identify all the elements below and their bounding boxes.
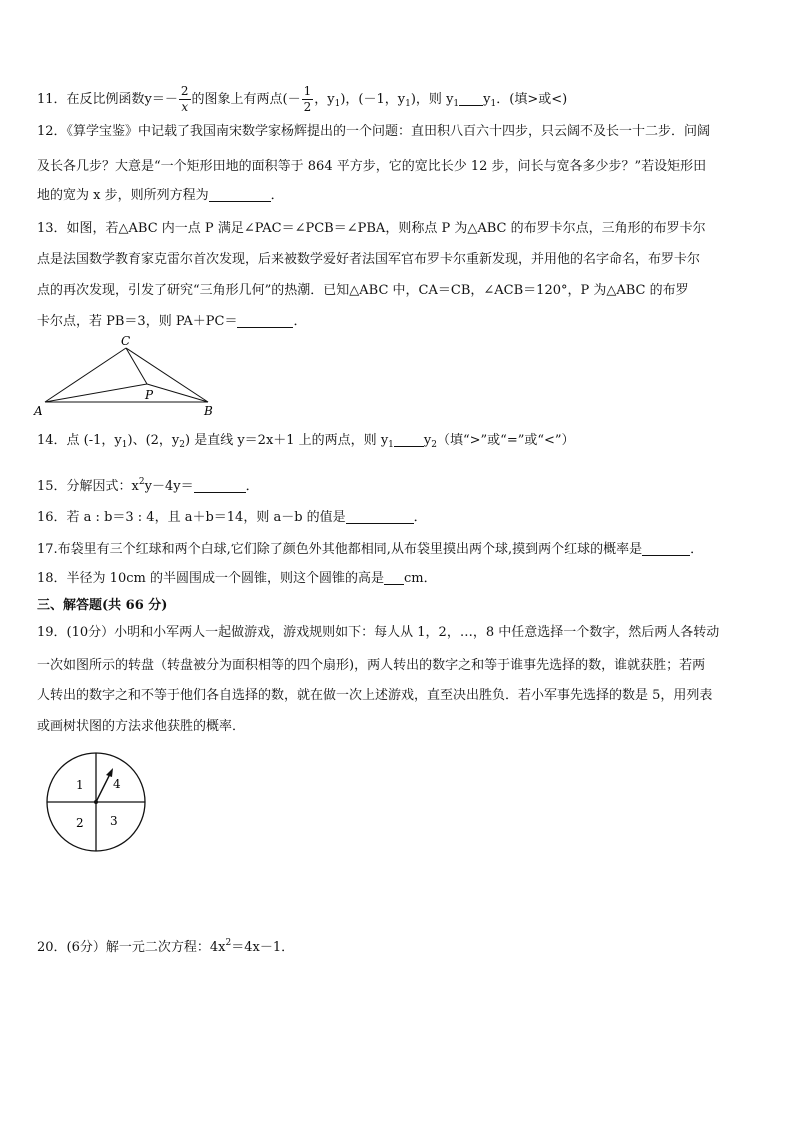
side-bc	[126, 348, 208, 402]
spinner-figure	[44, 749, 150, 855]
answer-blank[interactable]	[346, 509, 414, 524]
spinner-pointer	[96, 772, 111, 802]
question-16: 16．若 a : b＝3 : 4，且 a＋b＝14，则 a－b 的值是 ．	[37, 510, 427, 525]
answer-blank[interactable]	[237, 313, 293, 328]
section-heading: 三、解答题(共 66 分)	[37, 598, 168, 613]
question-19-line-4: 或画树状图的方法求他获胜的概率．	[37, 719, 246, 734]
answer-blank[interactable]	[459, 91, 483, 106]
spinner-pivot	[94, 800, 98, 804]
question-17: 17.布袋里有三个红球和两个白球,它们除了颜色外其他都相同,从布袋里摸出两个球,摸到两个红球的概率是 ．	[37, 542, 704, 557]
label-a: A	[34, 404, 43, 418]
segment-pb	[147, 384, 208, 402]
question-12-line-1: 12．《算学宝鉴》中记载了我国南宋数学家杨辉提出的一个问题：直田积八百六十四步，只云阔不及长一十二步．问阔	[37, 124, 711, 139]
question-20: 20．(6分）解一元二次方程：$4x^2=4x-1$．	[37, 938, 295, 955]
label-p: P	[145, 388, 154, 402]
label-b: B	[204, 404, 213, 418]
fraction-2-over-x: $\frac{2}{x}$	[180, 84, 189, 114]
sector-label-2: 2	[76, 816, 84, 830]
segment-pa	[45, 384, 147, 402]
question-15: 15．分解因式：$x^2y-4y=$ ．	[37, 477, 259, 494]
answer-blank[interactable]	[642, 541, 690, 556]
question-13-line-2: 点是法国数学教育家克雷尔首次发现，后来被数学爱好者法国军官布罗卡尔重新发现，并用他的名字命名，布罗卡尔	[37, 252, 701, 267]
arrow-head-icon	[106, 768, 113, 777]
side-ac	[45, 348, 126, 402]
question-19-line-2: 一次如图所示的转盘（转盘被分为面积相等的四个扇形)，两人转出的数字之和等于谁事先选择的数，谁就获胜；若两	[37, 658, 706, 673]
sector-label-3: 3	[110, 814, 118, 828]
triangle-figure	[30, 332, 230, 420]
question-19-line-1: 19．(10分）小明和小军两人一起做游戏，游戏规则如下：每人从 1，2，…，8 中任意选择一个数字，然后两人各转动	[37, 625, 720, 640]
question-14: 14．点 (-1，$y_1$)、(2，$y_2$) 是直线 y＝2x＋1 上的两点，则 $y_1$ $y_2$（填“>”或“=”或“<”）	[37, 433, 575, 450]
label-c: C	[121, 334, 131, 348]
segment-pc	[126, 348, 147, 384]
question-13-line-1: 13．如图，若△ABC 内一点 P 满足∠PAC＝∠PCB＝∠PBA，则称点 P 为△ABC 的布罗卡尔点，三角形的布罗卡尔	[37, 221, 706, 236]
question-11: 11．在反比例函数y＝－ $\frac{2}{x}$ 的图象上有两点(－ $\frac{1}{2}$ ，$y_1$)，(－1，$y_1$)，则 $y_1$ $y_1$．(填>或<)	[37, 84, 568, 114]
question-12-line-3: 地的宽为 x 步，则所列方程为 ．	[37, 188, 284, 203]
question-19-line-3: 人转出的数字之和不等于他们各自选择的数，就在做一次上述游戏，直至决出胜负．若小军事先选择的数是 5，用列表	[37, 688, 713, 703]
sector-label-4: 4	[113, 777, 121, 791]
question-13-line-4: 卡尔点，若 PB＝3，则 PA＋PC＝ ．	[37, 314, 307, 329]
question-18: 18．半径为 10cm 的半圆围成一个圆锥，则这个圆锥的高是 cm．	[37, 571, 437, 586]
answer-blank[interactable]	[194, 478, 246, 493]
answer-blank[interactable]	[394, 432, 424, 447]
sector-label-1: 1	[76, 778, 84, 792]
question-12-line-2: 及长各几步？大意是“一个矩形田地的面积等于 864 平方步，它的宽比长少 12 步，问长与宽各多少步？”若设矩形田	[37, 159, 707, 174]
question-13-line-3: 点的再次发现，引发了研究“三角形几何”的热潮．已知△ABC 中，CA＝CB，∠ACB＝120°，P 为△ABC 的布罗	[37, 283, 689, 298]
q11-number: 11．	[37, 92, 67, 107]
answer-blank[interactable]	[384, 570, 404, 585]
fraction-1-over-2: $\frac{1}{2}$	[303, 84, 312, 114]
answer-blank[interactable]	[209, 187, 271, 202]
